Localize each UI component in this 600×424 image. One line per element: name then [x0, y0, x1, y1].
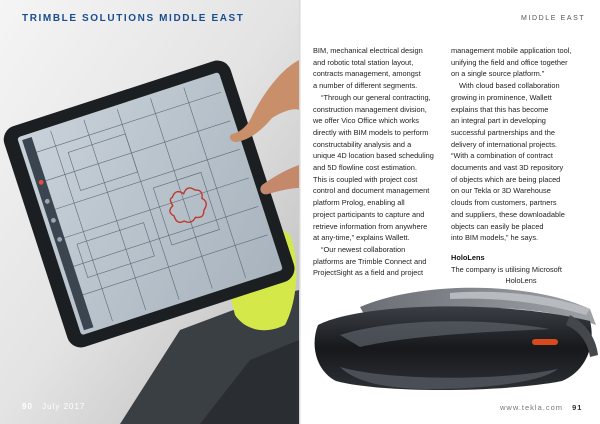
text-line: project participants to capture and	[313, 209, 425, 219]
text-line: and suppliers, these downloadable	[451, 209, 565, 219]
text-line: management mobile application tool,	[451, 46, 572, 55]
text-line: construction management division,	[313, 104, 427, 114]
text-line: an integral part in developing	[451, 116, 546, 126]
text-line: of objects which are being placed	[451, 174, 561, 184]
issue-date: July 2017	[42, 402, 86, 411]
text-line: unique 4D location based scheduling	[313, 151, 434, 161]
section-subheading: HoloLens	[451, 252, 485, 262]
text-line: contracts management, amongst	[313, 69, 421, 79]
text-line: unifying the field and office together	[451, 57, 568, 67]
hololens-headset-icon	[300, 285, 600, 397]
text-line: documents and vast 3D repository	[451, 163, 564, 173]
text-line: The company is utilising Microsoft	[451, 264, 562, 274]
text-line: retrieve information from anywhere	[313, 221, 428, 231]
text-line: With cloud based collaboration	[459, 81, 560, 91]
text-line: platforms are Trimble Connect and	[313, 256, 427, 266]
left-page-photo	[0, 0, 299, 424]
text-line: at any-time,” explains Wallett.	[313, 233, 410, 243]
text-line: on a single source platform.”	[451, 69, 545, 79]
text-line: and 5D flowline cost estimation.	[313, 163, 417, 173]
right-page-header: MIDDLE EAST	[521, 15, 586, 22]
text-line: growing in prominence, Wallett	[451, 92, 552, 102]
text-line: clouds from customers, partners	[451, 198, 557, 208]
text-line: and robotic total station layout,	[313, 57, 414, 67]
right-page-folio	[500, 403, 582, 412]
text-line: directly with BIM models to perform	[313, 127, 429, 137]
left-page-number: 90	[22, 402, 33, 411]
text-line: a number of different segments.	[313, 81, 418, 91]
text-line: “Our newest collaboration	[321, 244, 406, 254]
text-line: into BIM models,” he says.	[451, 233, 539, 243]
right-page-number: 91	[572, 403, 583, 412]
text-line: ProjectSight as a field and project	[313, 268, 424, 278]
text-line: we offer Vico Office which works	[313, 116, 419, 126]
text-line: constructability analysis and a	[313, 139, 412, 149]
text-line: “With a combination of contract	[451, 151, 553, 161]
text-line: BIM, mechanical electrical design	[313, 46, 423, 55]
text-line: platform Prolog, enabling all	[313, 198, 405, 208]
tablet-photo	[0, 0, 299, 424]
article-column-1	[313, 45, 453, 279]
left-page-header: TRIMBLE SOLUTIONS MIDDLE EAST	[22, 13, 245, 24]
text-line: This is coupled with project cost	[313, 174, 418, 184]
text-line: delivery of international projects.	[451, 139, 557, 149]
text-line: on our Tekla or 3D Warehouse	[451, 186, 551, 196]
left-page-folio	[22, 402, 85, 411]
text-line: successful partnerships and the	[451, 127, 555, 137]
text-line: control and document management	[313, 186, 430, 196]
text-line: “Through our general contracting,	[321, 92, 431, 102]
hololens-photo	[300, 285, 600, 397]
text-line: explains that this has become	[451, 104, 549, 114]
text-line: HoloLens	[505, 276, 537, 286]
text-line: objects can easily be placed	[451, 221, 544, 231]
article-column-2	[451, 45, 591, 287]
website-url: www.tekla.com	[500, 403, 564, 412]
